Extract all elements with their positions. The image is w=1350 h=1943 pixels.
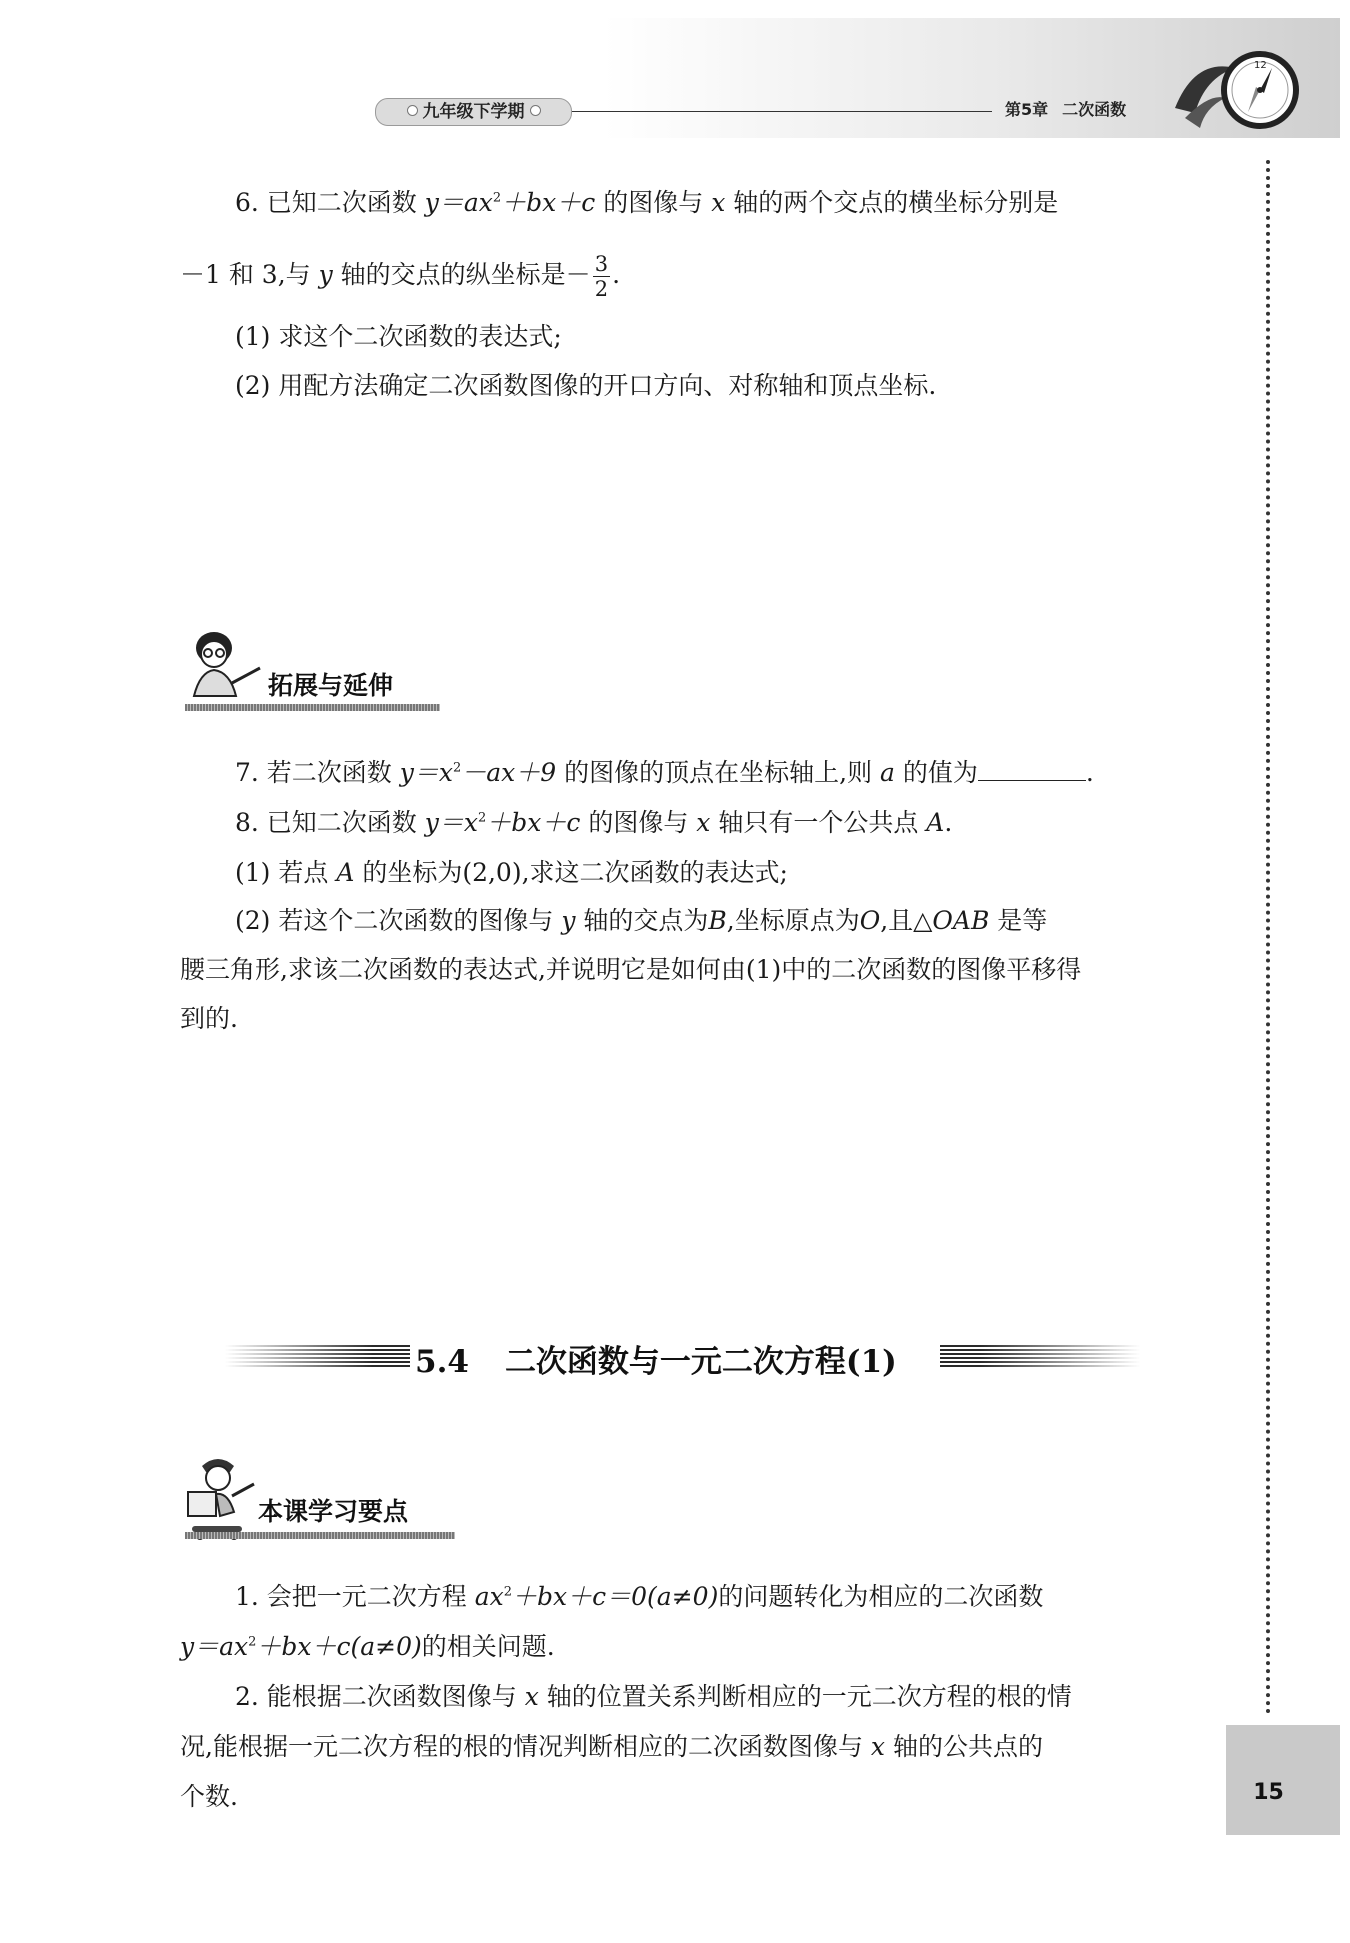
section-title: 二次函数与一元二次方程(1) <box>504 1344 897 1380</box>
extension-badge <box>180 628 445 718</box>
grade-text: 九年级下学期 <box>422 102 525 122</box>
kp2-line1: 2. 能根据二次函数图像与 x 轴的位置关系判断相应的一元二次方程的根的情 <box>235 1682 1072 1711</box>
margin-dotted-rule <box>1266 160 1270 1715</box>
chapter-title: 二次函数 <box>1062 100 1127 119</box>
q8-sub2-line3: 到的. <box>180 1004 238 1033</box>
header-rule <box>572 111 992 112</box>
keypoints-badge <box>180 1452 460 1544</box>
q6-line1: 6. 已知二次函数 $y=ax^2+bx+c$ 的图像与 x 轴的两个交点的横坐标分别是 <box>235 188 1059 217</box>
q7-line: 7. 若二次函数 $y=x^2-ax+9$ 的图像的顶点在坐标轴上,则 a 的值为 . <box>235 758 1094 787</box>
q8-sub2-line2: 腰三角形,求该二次函数的表达式,并说明它是如何由(1)中的二次函数的图像平移得 <box>180 955 1082 984</box>
section-number: 5.4 <box>415 1344 469 1380</box>
q8-line1: 8. 已知二次函数 $y=x^2+bx+c$ 的图像与 x 轴只有一个公共点 A. <box>235 808 953 837</box>
chapter-number: 第5章 <box>1005 100 1049 119</box>
kp2-line2: 况,能根据一元二次方程的根的情况判断相应的二次函数图像与 x 轴的公共点的 <box>180 1732 1043 1761</box>
teacher-icon <box>180 628 265 708</box>
extension-underline <box>185 704 440 711</box>
q6-sub1: (1) 求这个二次函数的表达式; <box>235 322 562 351</box>
page-number: 15 <box>1253 1780 1284 1805</box>
q8-sub2-line1: (2) 若这个二次函数的图像与 y 轴的交点为B,坐标原点为O,且△OAB 是等 <box>235 906 1048 935</box>
section-heading <box>415 1336 897 1381</box>
q6-line2: －1 和 3,与 y 轴的交点的纵坐标是－ $\frac{3}{2}$ . <box>180 252 621 301</box>
extension-title: 拓展与延伸 <box>268 671 394 700</box>
student-skateboard-icon <box>180 1452 260 1542</box>
heading-stripe-left <box>225 1345 410 1367</box>
keypoints-underline <box>185 1532 455 1539</box>
heading-stripe-right <box>940 1345 1140 1367</box>
chapter-label <box>1005 97 1140 120</box>
q8-sub1: (1) 若点 A 的坐标为(2,0),求这二次函数的表达式; <box>235 858 788 887</box>
svg-text:12: 12 <box>1254 60 1267 71</box>
q6-sub2: (2) 用配方法确定二次函数图像的开口方向、对称轴和顶点坐标. <box>235 371 937 400</box>
pill-dot-right <box>530 105 541 116</box>
header-band <box>0 18 1340 138</box>
pill-dot-left <box>407 105 418 116</box>
kp1-line2: $y=ax^2+bx+c(a\ne 0)$的相关问题. <box>180 1632 555 1661</box>
runner-compass-icon <box>1165 38 1305 138</box>
keypoints-title: 本课学习要点 <box>258 1497 409 1526</box>
grade-label <box>375 98 572 126</box>
kp1-line1: 1. 会把一元二次方程 $ax^2+bx+c=0(a\ne 0)$的问题转化为相应的二次函数 <box>235 1582 1044 1611</box>
answer-blank[interactable] <box>978 758 1086 781</box>
fraction-3-2: $\frac{3}{2}$ <box>594 252 609 301</box>
kp2-line3: 个数. <box>180 1782 238 1811</box>
